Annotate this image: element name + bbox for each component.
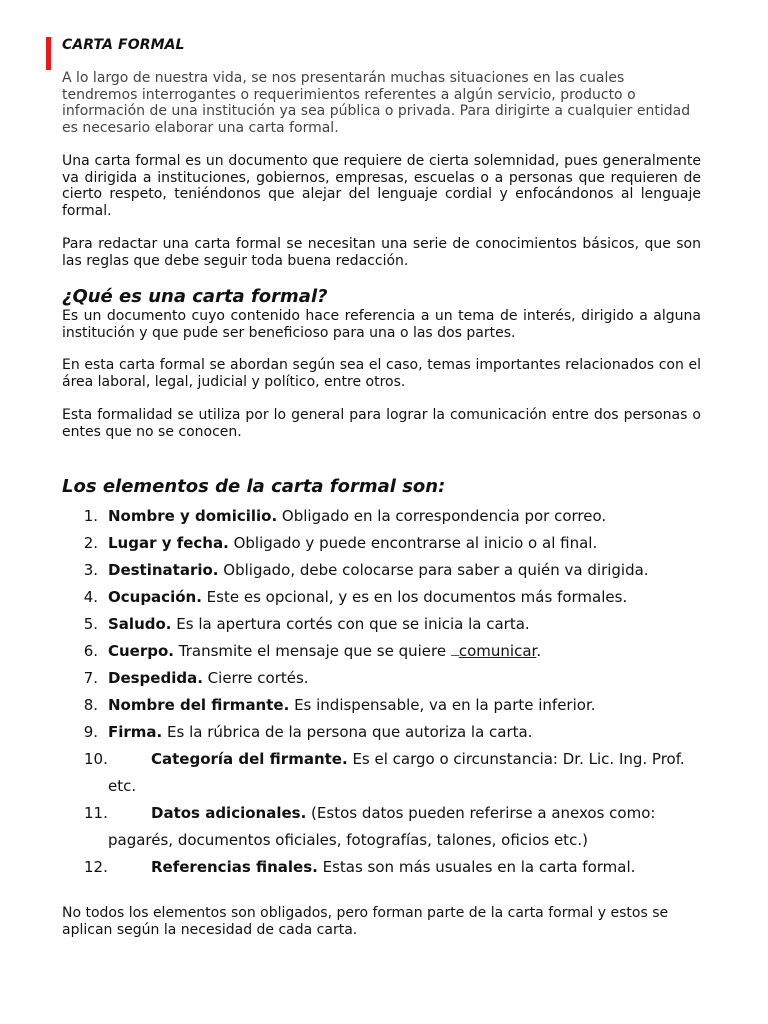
list-item-term: Lugar y fecha. <box>108 534 229 552</box>
list-item-number: 8. <box>83 696 98 714</box>
intro-paragraph-3: Para redactar una carta formal se necesitan una serie de conocimientos básicos, que son las reglas que debe seguir toda buena redacción. <box>62 236 701 269</box>
list-item-number: 12. <box>84 858 108 876</box>
definition-paragraph-2: En esta carta formal se abordan según sea el caso, temas importantes relacionados con el área laboral, legal, judicial y político, entre otros. <box>62 357 701 390</box>
list-item-term: Firma. <box>108 723 163 741</box>
list-item-desc: Es la rúbrica de la persona que autoriza la carta. <box>162 723 533 741</box>
page-title: CARTA FORMAL <box>62 37 185 53</box>
underline-mark <box>451 645 459 656</box>
list-item-desc: Es el cargo o circunstancia: Dr. Lic. Ing. Prof. <box>347 750 685 768</box>
intro-paragraph-1: A lo largo de nuestra vida, se nos presentarán muchas situaciones en las cuales tendremos interrogantes o requerimientos referentes a algún servicio, producto o información de una institución ya sea pública o privada. Para dirigirte a cualquier entidad es necesario elaborar una carta formal. <box>62 70 691 136</box>
list-item-number: 9. <box>83 723 98 741</box>
list-item <box>62 503 712 530</box>
list-item <box>62 611 712 638</box>
list-item-desc: Es la apertura cortés con que se inicia la carta. <box>171 615 530 633</box>
section-heading-what-is: ¿Qué es una carta formal? <box>62 286 328 307</box>
list-item-term: Categoría del firmante. <box>151 750 348 768</box>
list-item-desc: Cierre cortés. <box>202 669 309 687</box>
elements-list <box>62 503 712 881</box>
list-item <box>62 584 712 611</box>
list-item-term: Destinatario. <box>108 561 219 579</box>
list-item-number: 5. <box>83 615 98 633</box>
definition-paragraph-1: Es un documento cuyo contenido hace referencia a un tema de interés, dirigido a alguna institución y que pude ser beneficioso para una o las dos partes. <box>62 308 701 341</box>
comunicar-link[interactable]: comunicar <box>458 642 537 660</box>
list-item-number: 11. <box>84 804 108 822</box>
list-item-number: 10. <box>84 750 108 768</box>
list-item-desc: Transmite el mensaje que se quiere <box>174 642 447 660</box>
list-item-number: 1. <box>83 507 98 525</box>
list-item <box>62 719 712 746</box>
list-item-number: 7. <box>83 669 98 687</box>
list-item-desc: Estas son más usuales en la carta formal. <box>317 858 636 876</box>
list-item <box>62 800 712 854</box>
list-item-term: Ocupación. <box>108 588 202 606</box>
definition-paragraph-3: Esta formalidad se utiliza por lo general para lograr la comunicación entre dos personas o entes que no se conocen. <box>62 407 701 440</box>
list-item-desc: Obligado, debe colocarse para saber a quién va dirigida. <box>218 561 649 579</box>
list-item-term: Despedida. <box>108 669 203 687</box>
list-item-number: 4. <box>83 588 98 606</box>
list-item <box>62 638 712 665</box>
list-item <box>62 692 712 719</box>
section-heading-elements: Los elementos de la carta formal son: <box>62 476 446 497</box>
list-item-continuation: pagarés, documentos oficiales, fotografías, talones, oficios etc.) <box>108 831 588 849</box>
list-item <box>62 557 712 584</box>
list-item-desc: (Estos datos pueden referirse a anexos como: <box>306 804 656 822</box>
list-item-term: Referencias finales. <box>151 858 318 876</box>
list-item-continuation: etc. <box>108 777 137 795</box>
list-item <box>62 854 712 881</box>
list-item-desc: Obligado en la correspondencia por correo. <box>277 507 607 525</box>
list-item-number: 3. <box>83 561 98 579</box>
list-item <box>62 665 712 692</box>
list-item-desc: Es indispensable, va en la parte inferior. <box>289 696 596 714</box>
accent-bar <box>46 37 51 70</box>
list-item-term: Saludo. <box>108 615 172 633</box>
list-item-number: 2. <box>83 534 98 552</box>
intro-paragraph-2: Una carta formal es un documento que requiere de cierta solemnidad, pues generalmente va dirigida a instituciones, gobiernos, empresas, escuelas o a personas que requieren de cierto respeto, teniéndonos que alejar del lenguaje cordial y enfocándonos al lenguaje formal. <box>62 153 701 219</box>
list-item-term: Nombre del firmante. <box>108 696 290 714</box>
list-item <box>62 530 712 557</box>
list-item-term: Datos adicionales. <box>151 804 307 822</box>
closing-paragraph: No todos los elementos son obligados, pero forman parte de la carta formal y estos se aplican según la necesidad de cada carta. <box>62 905 669 938</box>
list-item-term: Cuerpo. <box>108 642 174 660</box>
list-item <box>62 746 712 800</box>
list-item-desc: Este es opcional, y es en los documentos más formales. <box>201 588 628 606</box>
list-item-number: 6. <box>83 642 98 660</box>
list-item-desc: Obligado y puede encontrarse al inicio o al final. <box>228 534 598 552</box>
list-item-term: Nombre y domicilio. <box>108 507 278 525</box>
list-item-punct: . <box>536 642 542 660</box>
